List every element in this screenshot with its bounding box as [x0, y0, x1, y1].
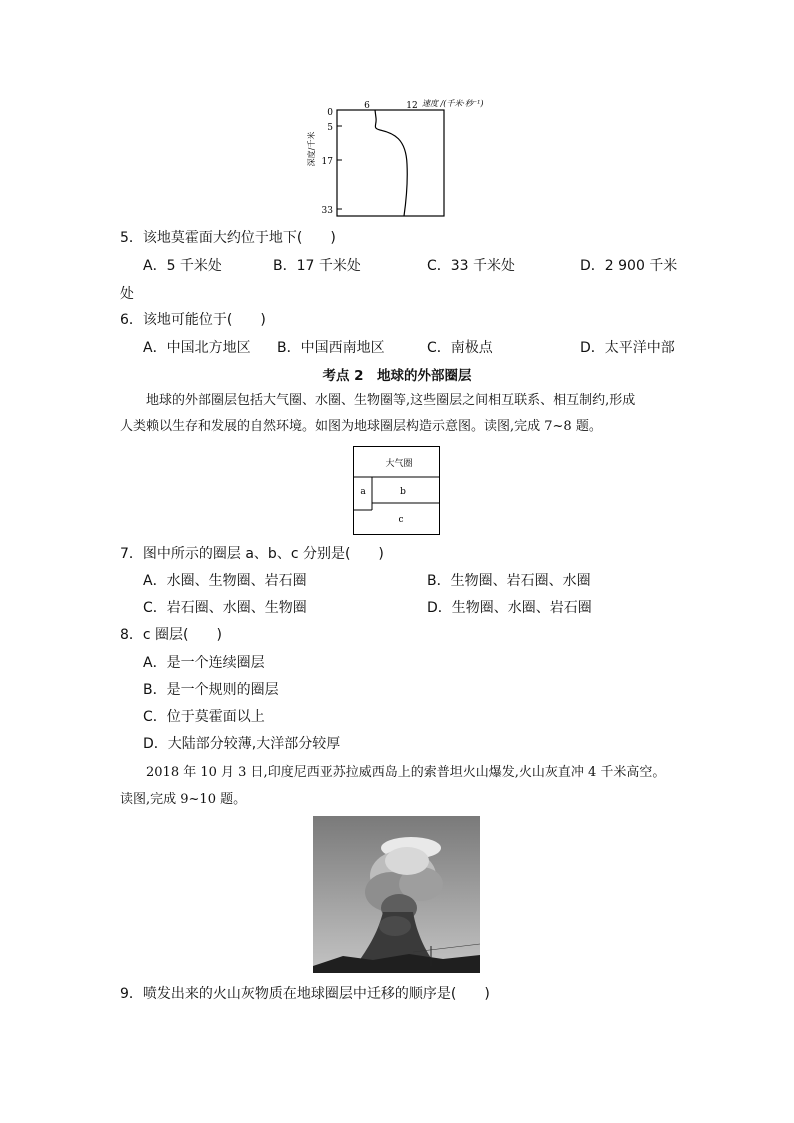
q6-stem: 6．该地可能位于( ): [120, 312, 266, 328]
sphere-structure-diagram: [353, 446, 441, 536]
intro1-line1: 地球的外部圈层包括大气圈、水圈、生物圈等,这些圈层之间相互联系、相互制约,形成: [146, 393, 636, 408]
q5-stem: 5．该地莫霍面大约位于地下( ): [120, 230, 336, 246]
q5-option-b: B．17 千米处: [273, 258, 361, 274]
intro2-line1: 2018 年 10 月 3 日,印度尼西亚苏拉威西岛上的索普坦火山爆发,火山灰直冲 4 千米高空。: [146, 765, 666, 780]
velocity-depth-figure: [300, 94, 510, 220]
q6-option-b: B．中国西南地区: [277, 340, 385, 356]
label-b: b: [400, 487, 406, 497]
q7-option-a: A．水圈、生物圈、岩石圈: [143, 573, 307, 589]
label-atmosphere: 大气圈: [385, 459, 413, 469]
q7-option-b: B．生物圈、岩石圈、水圈: [427, 573, 591, 589]
intro1-line2: 人类赖以生存和发展的自然环境。如图为地球圈层构造示意图。读图,完成 7~8 题。: [120, 419, 602, 434]
y-tick-17: 17: [321, 157, 333, 167]
q9-stem: 9．喷发出来的火山灰物质在地球圈层中迁移的顺序是( ): [120, 986, 490, 1002]
q8-option-d: D．大陆部分较薄,大洋部分较厚: [143, 736, 341, 752]
velocity-curve: [375, 110, 407, 216]
figure-frame: [337, 110, 444, 216]
y-tick-5: 5: [327, 123, 333, 133]
q7-option-c: C．岩石圈、水圈、生物圈: [143, 600, 307, 616]
q8-stem: 8．c 圈层( ): [120, 627, 222, 643]
q5-option-d-wrap: 处: [120, 286, 134, 302]
volcano-eruption-photo: [313, 816, 480, 973]
y-tick-33: 33: [321, 206, 333, 216]
x-tick-6: 6: [364, 101, 370, 111]
x-tick-12: 12: [406, 101, 418, 111]
label-c: c: [398, 515, 404, 525]
q8-option-b: B．是一个规则的圈层: [143, 682, 279, 698]
y-tick-0: 0: [327, 108, 333, 118]
q7-option-d: D．生物圈、水圈、岩石圈: [427, 600, 592, 616]
section-heading: 考点 2 地球的外部圈层: [322, 368, 472, 384]
q7-stem: 7．图中所示的圈层 a、b、c 分别是( ): [120, 546, 384, 562]
q5-option-d: D．2 900 千米: [580, 258, 678, 274]
q5-option-c: C．33 千米处: [427, 258, 516, 274]
q6-option-c: C．南极点: [427, 340, 493, 356]
q6-option-d: D．太平洋中部: [580, 340, 675, 356]
y-axis-label: 深度/千米: [307, 131, 316, 167]
q5-option-a: A．5 千米处: [143, 258, 222, 274]
q6-option-a: A．中国北方地区: [143, 340, 251, 356]
label-a: a: [360, 487, 366, 497]
x-axis-label: 速度 /(千米·秒⁻¹): [422, 99, 484, 108]
intro2-line2: 读图,完成 9~10 题。: [120, 792, 247, 807]
q8-option-c: C．位于莫霍面以上: [143, 709, 265, 725]
q8-option-a: A．是一个连续圈层: [143, 655, 265, 671]
